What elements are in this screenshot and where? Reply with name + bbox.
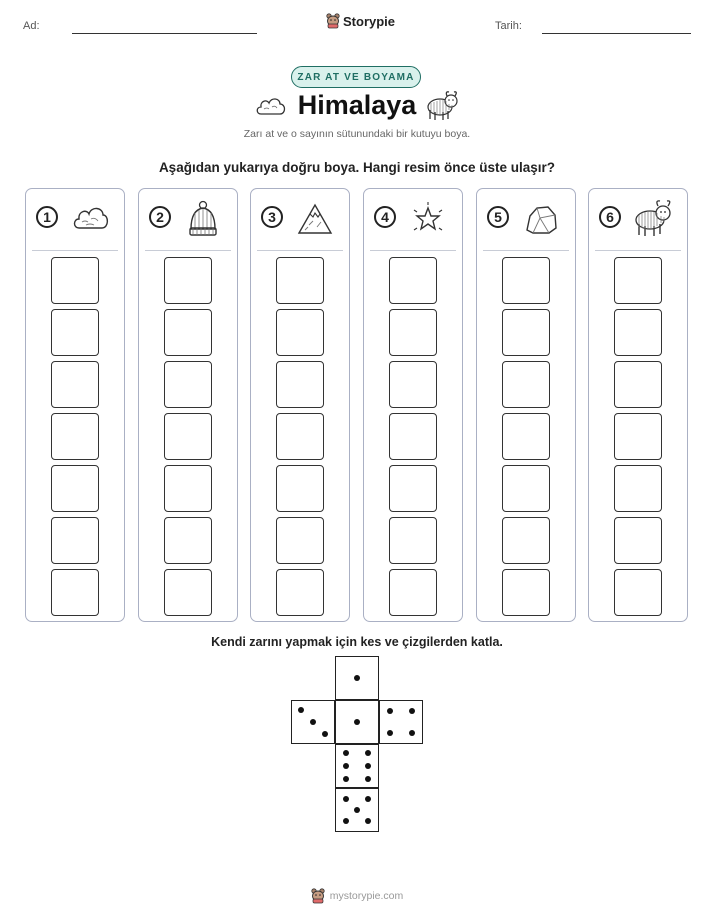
dice-face-4: [379, 700, 423, 744]
column-number: 5: [487, 206, 509, 228]
coloring-box[interactable]: [614, 257, 662, 304]
dice-pip: [365, 818, 371, 824]
coloring-box[interactable]: [502, 517, 550, 564]
dice-column-2: [138, 188, 238, 622]
coloring-box[interactable]: [276, 517, 324, 564]
column-number: 2: [149, 206, 171, 228]
coloring-box[interactable]: [164, 309, 212, 356]
dice-pip: [298, 707, 304, 713]
bear-mascot-icon: [311, 888, 325, 904]
bear-mascot-icon: [326, 13, 340, 29]
coloring-box[interactable]: [51, 465, 99, 512]
column-divider: [145, 250, 231, 251]
cloud-icon: [70, 199, 110, 239]
coloring-box[interactable]: [614, 413, 662, 460]
coloring-box[interactable]: [389, 569, 437, 616]
star-icon: [408, 199, 448, 239]
date-label: Tarih:: [495, 20, 522, 32]
coloring-box[interactable]: [51, 361, 99, 408]
footer: [0, 888, 714, 904]
coloring-box[interactable]: [389, 413, 437, 460]
coloring-box[interactable]: [502, 257, 550, 304]
mountain-icon: [295, 199, 335, 239]
title-yak-icon: [425, 90, 461, 122]
dice-pip: [354, 807, 360, 813]
dice-pip: [365, 750, 371, 756]
dice-pip: [409, 730, 415, 736]
dice-pip: [343, 763, 349, 769]
dice-column-5: [476, 188, 576, 622]
knit-hat-icon: [183, 199, 223, 239]
dice-pip: [354, 675, 360, 681]
dice-face-6: [335, 744, 379, 788]
dice-pip: [322, 731, 328, 737]
rock-icon: [521, 199, 561, 239]
coloring-box[interactable]: [614, 465, 662, 512]
dice-column-1: [25, 188, 125, 622]
column-divider: [257, 250, 343, 251]
coloring-box[interactable]: [502, 465, 550, 512]
column-divider: [595, 250, 681, 251]
instruction: Aşağıdan yukarıya doğru boya. Hangi resim önce üste ulaşır?: [158, 160, 556, 175]
column-divider: [483, 250, 569, 251]
subtitle: Zarı at ve o sayının sütunundaki bir kutuyu boya.: [243, 128, 471, 140]
coloring-box[interactable]: [51, 569, 99, 616]
dice-pip: [354, 719, 360, 725]
coloring-box[interactable]: [164, 257, 212, 304]
coloring-box[interactable]: [614, 517, 662, 564]
dice-pip: [343, 750, 349, 756]
column-number: 1: [36, 206, 58, 228]
coloring-box[interactable]: [389, 465, 437, 512]
dice-pip: [387, 730, 393, 736]
dice-caption: Kendi zarını yapmak için kes ve çizgilerden katla.: [211, 635, 503, 649]
dice-face-3: [291, 700, 335, 744]
dice-face-5: [335, 788, 379, 832]
dice-pip: [365, 776, 371, 782]
coloring-box[interactable]: [51, 413, 99, 460]
coloring-box[interactable]: [389, 309, 437, 356]
coloring-box[interactable]: [389, 361, 437, 408]
coloring-box[interactable]: [276, 361, 324, 408]
coloring-box[interactable]: [276, 309, 324, 356]
dice-face-1: [335, 700, 379, 744]
coloring-box[interactable]: [164, 517, 212, 564]
coloring-box[interactable]: [614, 569, 662, 616]
column-number: 4: [374, 206, 396, 228]
coloring-box[interactable]: [51, 309, 99, 356]
column-divider: [370, 250, 456, 251]
coloring-box[interactable]: [502, 569, 550, 616]
dice-face-1: [335, 656, 379, 700]
column-number: 3: [261, 206, 283, 228]
footer-url[interactable]: mystorypie.com: [329, 890, 404, 902]
coloring-box[interactable]: [276, 257, 324, 304]
column-number: 6: [599, 206, 621, 228]
coloring-box[interactable]: [276, 465, 324, 512]
dice-pip: [343, 776, 349, 782]
coloring-box[interactable]: [164, 361, 212, 408]
coloring-box[interactable]: [614, 361, 662, 408]
coloring-box[interactable]: [164, 413, 212, 460]
dice-pip: [310, 719, 316, 725]
coloring-box[interactable]: [502, 309, 550, 356]
date-line: [542, 33, 691, 34]
coloring-box[interactable]: [276, 569, 324, 616]
coloring-box[interactable]: [51, 257, 99, 304]
name-label: Ad:: [23, 20, 40, 32]
dice-column-4: [363, 188, 463, 622]
coloring-box[interactable]: [502, 361, 550, 408]
dice-pip: [343, 796, 349, 802]
dice-pip: [365, 763, 371, 769]
yak-icon: [633, 199, 673, 239]
dice-column-3: [250, 188, 350, 622]
coloring-box[interactable]: [51, 517, 99, 564]
coloring-box[interactable]: [164, 569, 212, 616]
brand-name: Storypie: [343, 13, 396, 29]
page-title: Himalaya: [297, 90, 417, 120]
brand-logo: [326, 13, 395, 29]
activity-badge: ZAR AT VE BOYAMA: [291, 66, 421, 88]
dice-pip: [387, 708, 393, 714]
dice-column-6: [588, 188, 688, 622]
coloring-box[interactable]: [164, 465, 212, 512]
coloring-box[interactable]: [614, 309, 662, 356]
dice-pip: [343, 818, 349, 824]
dice-pip: [409, 708, 415, 714]
name-line: [72, 33, 257, 34]
dice-pip: [365, 796, 371, 802]
column-divider: [32, 250, 118, 251]
coloring-box[interactable]: [276, 413, 324, 460]
coloring-box[interactable]: [502, 413, 550, 460]
coloring-box[interactable]: [389, 257, 437, 304]
coloring-box[interactable]: [389, 517, 437, 564]
